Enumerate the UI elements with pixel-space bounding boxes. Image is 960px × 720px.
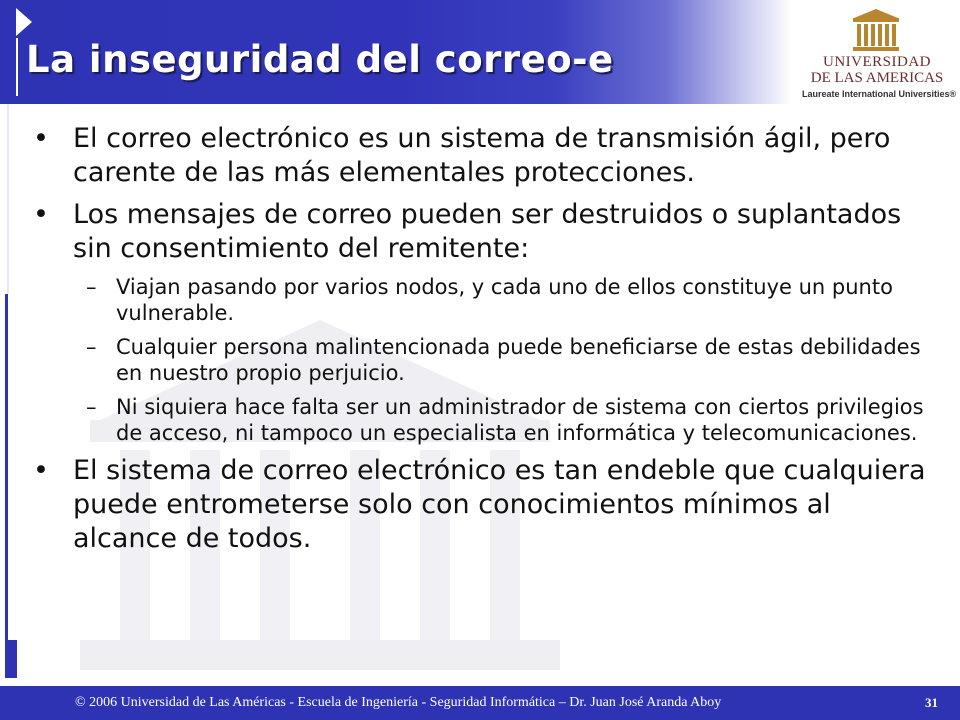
left-accent-bar <box>5 294 8 678</box>
sub-bullet-item <box>30 394 940 446</box>
footer-copyright: © 2006 Universidad de Las Américas - Escuela de Ingeniería - Seguridad Informática – Dr. Juan José Aranda Aboy <box>75 695 722 710</box>
bullet-text: El sistema de correo electrónico es tan endeble que cualquiera puede entrometerse solo con conocimientos mínimos al alcance de todos. <box>73 455 926 554</box>
left-accent-foot <box>5 640 17 678</box>
bullet-marker: • <box>33 455 49 486</box>
sub-bullet-text: Cualquier persona malintencionada puede beneficiarse de estas debilidades en nuestro propio perjuicio. <box>116 335 921 385</box>
logo-university-name-2: DE LAS AMERICAS <box>810 70 944 86</box>
play-triangle-icon <box>16 8 32 36</box>
logo-tagline: Laureate International Universities® <box>802 89 957 99</box>
sub-bullet-item <box>30 334 940 386</box>
bullet-marker: • <box>33 199 49 230</box>
header-divider <box>16 38 18 96</box>
temple-logo-icon <box>850 8 902 54</box>
sub-bullet-marker: – <box>86 275 97 299</box>
bullet-marker: • <box>33 123 49 154</box>
slide-footer <box>0 686 960 720</box>
sub-bullet-text: Viajan pasando por varios nodos, y cada uno de ellos constituye un punto vulnerable. <box>116 275 893 325</box>
bullet-item <box>30 454 940 556</box>
page-number: 31 <box>925 695 938 710</box>
bullet-text: Los mensajes de correo pueden ser destruidos o suplantados sin consentimiento del remitente: <box>73 199 902 264</box>
slide-header <box>0 0 960 104</box>
bullet-item <box>30 198 940 266</box>
logo-university-name: UNIVERSIDAD <box>823 54 931 70</box>
sub-bullet-marker: – <box>86 395 97 419</box>
slide-body <box>30 122 940 564</box>
bullet-text: El correo electrónico es un sistema de transmisión ágil, pero carente de las más elementales protecciones. <box>73 123 891 188</box>
sub-bullet-item <box>30 274 940 326</box>
bullet-item <box>30 122 940 190</box>
sub-bullet-marker: – <box>86 335 97 359</box>
left-accent-line <box>7 104 9 294</box>
sub-bullet-text: Ni siquiera hace falta ser un administrador de sistema con ciertos privilegios de acceso, ni tampoco un especialista en informática y telecomunicaciones. <box>116 395 924 445</box>
university-logo <box>802 8 957 100</box>
slide-title: La inseguridad del correo-e <box>26 38 614 81</box>
